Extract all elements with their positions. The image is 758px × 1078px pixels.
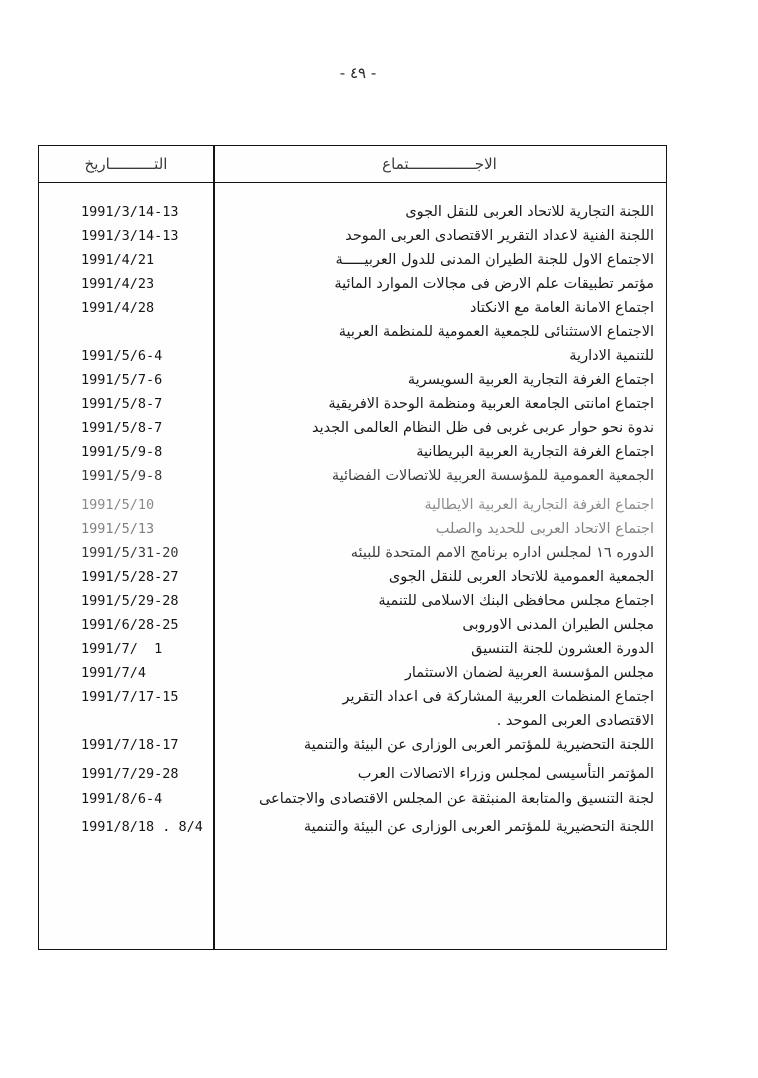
meeting-title-line: الدورة العشرون للجنة التنسيق bbox=[471, 641, 654, 657]
date-cell: 1991/4/28 bbox=[81, 300, 155, 316]
meeting-title-line: الجمعية العمومية للاتحاد العربى للنقل الجوى bbox=[388, 569, 654, 585]
meeting-cell bbox=[213, 733, 666, 757]
meeting-cell bbox=[213, 661, 666, 685]
meeting-title-line: اللجنة التجارية للاتحاد العربى للنقل الجوى bbox=[405, 204, 654, 220]
meeting-title-line: اجتماع الغرفة التجارية العربية البريطانية bbox=[416, 444, 654, 460]
meeting-title-line: مجلس المؤسسة العربية لضمان الاستثمار bbox=[404, 665, 654, 681]
date-cell: 1991/7/ 1 bbox=[81, 641, 163, 657]
meeting-title-line: الاقتصادى العربى الموحد . bbox=[496, 713, 654, 729]
table-row bbox=[39, 493, 666, 517]
meeting-title-line: الجمعية العمومية للمؤسسة العربية للاتصالات الفضائية bbox=[331, 468, 654, 484]
meeting-title-line: الاجتماع الاستثنائى للجمعية العمومية للمنظمة العربية bbox=[338, 324, 654, 340]
meeting-cell bbox=[213, 392, 666, 416]
table-row bbox=[39, 440, 666, 464]
date-cell: 1991/6/28-25 bbox=[81, 617, 179, 633]
date-column-header: التــــــــــاريخ bbox=[84, 155, 168, 173]
meeting-cell bbox=[213, 589, 666, 613]
date-cell: 1991/7/4 bbox=[81, 665, 147, 681]
meeting-cell bbox=[213, 272, 666, 296]
table-row bbox=[39, 733, 666, 757]
meeting-title-line: لجنة التنسيق والمتابعة المنبثقة عن المجلس الاقتصادى والاجتماعى bbox=[258, 791, 654, 807]
meeting-cell bbox=[213, 440, 666, 464]
table-row bbox=[39, 296, 666, 320]
meeting-cell bbox=[213, 613, 666, 637]
meeting-title-line: اللجنة الفنية لاعداد التقرير الاقتصادى العربى الموحد bbox=[345, 228, 654, 244]
table-row bbox=[39, 200, 666, 224]
meeting-title-line: اجتماع المنظمات العربية المشاركة فى اعداد التقرير bbox=[342, 689, 654, 705]
table-row bbox=[39, 589, 666, 613]
table-body bbox=[39, 183, 666, 949]
date-cell: 1991/3/14-13 bbox=[81, 228, 179, 244]
date-cell: 1991/7/29-28 bbox=[81, 766, 179, 782]
date-cell: 1991/3/14-13 bbox=[81, 204, 179, 220]
meeting-title-line: الاجتماع الاول للجنة الطيران المدنى للدول العربيـــــة bbox=[335, 252, 654, 268]
date-cell: 1991/7/17-15 bbox=[81, 689, 179, 705]
meeting-cell bbox=[213, 320, 666, 368]
date-cell: 1991/5/31-20 bbox=[81, 545, 179, 561]
table-row bbox=[39, 661, 666, 685]
meeting-cell bbox=[213, 637, 666, 661]
table-row bbox=[39, 613, 666, 637]
date-cell: 1991/5/8-7 bbox=[81, 420, 163, 436]
meetings-table bbox=[38, 145, 667, 950]
table-row bbox=[39, 320, 666, 368]
meeting-title-line: اجتماع امانتى الجامعة العربية ومنظمة الوحدة الافريقية bbox=[328, 396, 654, 412]
table-header-row bbox=[39, 146, 666, 183]
meeting-title-line: اجتماع مجلس محافظى البنك الاسلامى للتنمية bbox=[378, 593, 654, 609]
table-row bbox=[39, 685, 666, 733]
table-row bbox=[39, 248, 666, 272]
table-row bbox=[39, 787, 666, 811]
meeting-title-line: اللجنة التحضيرية للمؤتمر العربى الوزارى عن البيئة والتنمية bbox=[303, 737, 654, 753]
table-row bbox=[39, 565, 666, 589]
date-cell: 1991/5/9-8 bbox=[81, 444, 163, 460]
meeting-title-line: اجتماع الاتحاد العربى للحديد والصلب bbox=[435, 521, 654, 537]
meeting-title-line: ندوة نحو حوار عربى غربى فى ظل النظام العالمى الجديد bbox=[311, 420, 654, 436]
table-row bbox=[39, 517, 666, 541]
meeting-cell bbox=[213, 296, 666, 320]
date-cell: 1991/4/21 bbox=[81, 252, 155, 268]
date-cell: 1991/5/7-6 bbox=[81, 372, 163, 388]
table-row bbox=[39, 815, 666, 839]
column-divider bbox=[213, 146, 215, 949]
meeting-cell bbox=[213, 815, 666, 839]
meeting-cell bbox=[213, 493, 666, 517]
date-cell: 1991/8/6-4 bbox=[81, 791, 163, 807]
meeting-title-line: اجتماع الغرفة التجارية العربية الايطالية bbox=[424, 497, 654, 513]
meeting-cell bbox=[213, 762, 666, 786]
date-cell: 1991/5/10 bbox=[81, 497, 155, 513]
page-number: - ٤٩ - bbox=[339, 64, 377, 82]
table-row bbox=[39, 272, 666, 296]
date-cell: 1991/5/13 bbox=[81, 521, 155, 537]
meeting-cell bbox=[213, 200, 666, 224]
meeting-cell bbox=[213, 787, 666, 811]
meeting-title-line: مجلس الطيران المدنى الاوروبى bbox=[462, 617, 654, 633]
meeting-cell bbox=[213, 541, 666, 565]
date-cell: 1991/5/29-28 bbox=[81, 593, 179, 609]
table-row bbox=[39, 464, 666, 488]
meeting-cell bbox=[213, 685, 666, 733]
table-row bbox=[39, 762, 666, 786]
meeting-title-line: مؤتمر تطبيقات علم الارض فى مجالات الموارد المائية bbox=[334, 276, 654, 292]
meeting-title-line: للتنمية الادارية bbox=[569, 348, 654, 364]
table-row bbox=[39, 637, 666, 661]
meeting-cell bbox=[213, 248, 666, 272]
table-row bbox=[39, 541, 666, 565]
date-cell: 1991/5/9-8 bbox=[81, 468, 163, 484]
meeting-title-line: اللجنة التحضيرية للمؤتمر العربى الوزارى عن البيئة والتنمية bbox=[303, 819, 654, 835]
meeting-column-header: الاجـــــــــــــــتماع bbox=[382, 155, 497, 173]
meeting-title-line: الدوره ١٦ لمجلس اداره برنامج الامم المتحدة للبيئه bbox=[350, 545, 654, 561]
date-cell: 1991/8/18 . 8/4 bbox=[81, 819, 203, 835]
date-cell: 1991/5/6-4 bbox=[81, 348, 163, 364]
table-row bbox=[39, 392, 666, 416]
meeting-cell bbox=[213, 368, 666, 392]
table-row bbox=[39, 224, 666, 248]
meeting-cell bbox=[213, 464, 666, 488]
table-row bbox=[39, 416, 666, 440]
meeting-cell bbox=[213, 224, 666, 248]
date-cell: 1991/4/23 bbox=[81, 276, 155, 292]
table-row bbox=[39, 368, 666, 392]
date-cell: 1991/7/18-17 bbox=[81, 737, 179, 753]
meeting-cell bbox=[213, 565, 666, 589]
meeting-cell bbox=[213, 416, 666, 440]
meeting-title-line: المؤتمر التأسيسى لمجلس وزراء الاتصالات العرب bbox=[357, 766, 654, 782]
date-cell: 1991/5/8-7 bbox=[81, 396, 163, 412]
meeting-title-line: اجتماع الغرفة التجارية العربية السويسرية bbox=[407, 372, 654, 388]
meeting-title-line: اجتماع الامانة العامة مع الانكتاد bbox=[469, 300, 654, 316]
meeting-cell bbox=[213, 517, 666, 541]
date-cell: 1991/5/28-27 bbox=[81, 569, 179, 585]
